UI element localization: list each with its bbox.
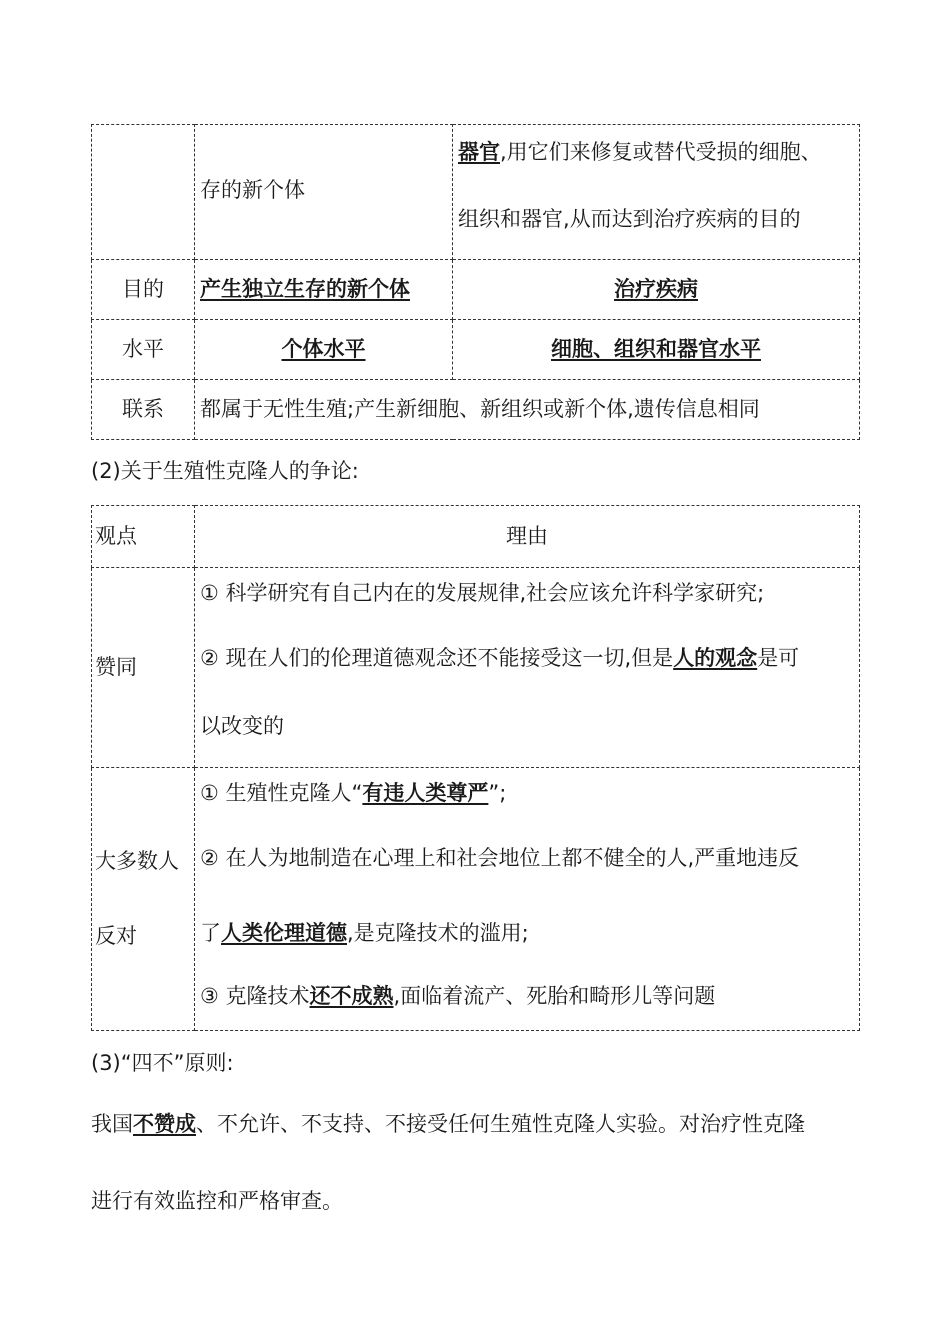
oppose-reason-1: ① 生殖性克隆人“有违人类尊严”; (200, 781, 507, 805)
human-concept-keyword: 人的观念 (673, 646, 758, 671)
oppose-reason-2-cont: 了人类伦理道德,是克隆技术的滥用; (200, 920, 529, 945)
purpose-therapeutic-cell (453, 260, 860, 320)
table-cell-empty (92, 125, 195, 260)
four-no-principle-cont: 进行有效监控和严格审查。 (91, 1189, 343, 1213)
oppose-reason-3: ③ 克隆技术还不成熟,面临着流产、死胎和畸形儿等问题 (200, 983, 716, 1008)
agree-label: 赞同 (92, 568, 195, 768)
reproductive-result-cell (195, 125, 453, 260)
table-header-row (92, 506, 860, 568)
table-row (92, 125, 860, 260)
viewpoint-header: 观点 (92, 506, 195, 568)
level-therapeutic: 细胞、组织和器官水平 (551, 336, 761, 361)
therapeutic-line-2: 组织和器官,从而达到治疗疾病的目的 (458, 207, 801, 232)
agree-reason-1: ① 科学研究有自己内在的发展规律,社会应该允许科学家研究; (200, 581, 765, 605)
table-row-oppose (92, 768, 860, 1031)
ethics-keyword: 人类伦理道德 (221, 920, 347, 945)
oppose-reasons (195, 768, 860, 1031)
relation-label: 联系 (92, 380, 195, 440)
four-no-principle: 我国不赞成、不允许、不支持、不接受任何生殖性克隆人实验。对治疗性克隆 (91, 1112, 805, 1136)
level-therapeutic-cell (453, 320, 860, 380)
level-label: 水平 (92, 320, 195, 380)
purpose-reproductive-cell (195, 260, 453, 320)
cloning-comparison-table (91, 124, 860, 440)
therapeutic-description-cell (453, 125, 860, 260)
section-2-heading: (2)关于生殖性克隆人的争论: (91, 459, 359, 483)
oppose-label: 大多数人 反对 (92, 768, 195, 1031)
not-approve-keyword: 不赞成 (133, 1112, 196, 1136)
table-row-level (92, 320, 860, 380)
purpose-reproductive: 产生独立生存的新个体 (200, 276, 410, 301)
section-3-heading: (3)“四不”原则: (91, 1051, 234, 1075)
level-reproductive-cell (195, 320, 453, 380)
purpose-label: 目的 (92, 260, 195, 320)
immature-keyword: 还不成熟 (309, 983, 394, 1008)
agree-reasons (195, 568, 860, 768)
cloning-debate-table (91, 505, 860, 1031)
relation-text: 都属于无性生殖;产生新细胞、新组织或新个体,遗传信息相同 (195, 380, 860, 440)
human-dignity-keyword: 有违人类尊严 (362, 781, 489, 805)
table-row-relation (92, 380, 860, 440)
agree-reason-2: ② 现在人们的伦理道德观念还不能接受这一切,但是人的观念是可 (200, 646, 800, 671)
therapeutic-line-1: 器官,用它们来修复或替代受损的细胞、 (458, 140, 822, 164)
reproductive-result-text: 存的新个体 (200, 178, 305, 202)
table-row-purpose (92, 260, 860, 320)
level-reproductive: 个体水平 (281, 336, 366, 361)
table-row-agree (92, 568, 860, 768)
purpose-therapeutic: 治疗疾病 (614, 276, 698, 301)
reason-header: 理由 (195, 506, 860, 568)
agree-reason-2-cont: 以改变的 (200, 713, 284, 738)
oppose-reason-2: ② 在人为地制造在心理上和社会地位上都不健全的人,严重地违反 (200, 846, 800, 871)
organ-keyword: 器官 (458, 140, 500, 164)
